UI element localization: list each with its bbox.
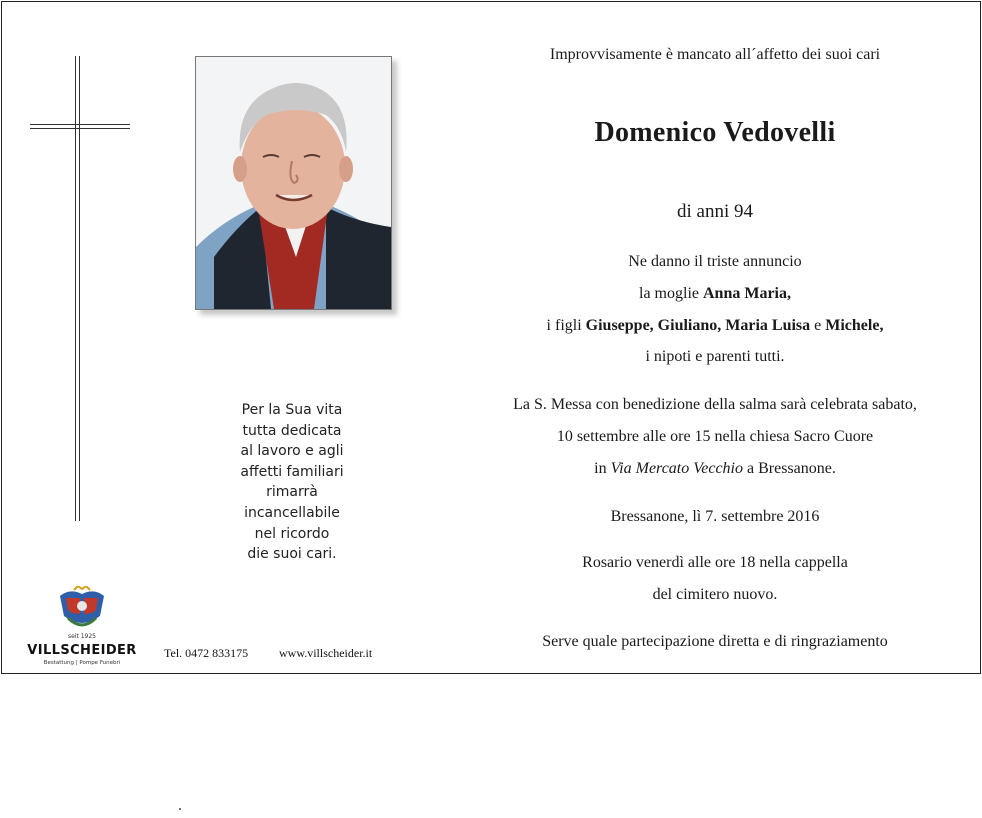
child-name: Giuliano, [657, 317, 722, 334]
mass-street: Via Mercato Vecchio [610, 460, 743, 477]
cross-horizontal-line [30, 128, 130, 129]
cross-vertical-line [75, 56, 76, 521]
verse-line: tutta dedicata [242, 422, 342, 439]
wife-line [450, 285, 980, 303]
coat-of-arms-logo-icon [54, 586, 110, 632]
company-name: VILLSCHEIDER [27, 643, 137, 658]
website-link[interactable]: www.villscheider.it [279, 646, 373, 660]
portrait-photo-icon [196, 57, 391, 309]
deceased-name: Domenico Vedovelli [594, 117, 836, 148]
cross-horizontal-line [30, 124, 130, 125]
child-name: Maria Luisa [725, 317, 811, 334]
child-name: Michele, [825, 317, 884, 334]
logo-since-label: seit 1925 [67, 633, 96, 640]
phone-number: Tel. 0472 833175 [164, 646, 249, 660]
verse-line: affetti familiari [240, 463, 344, 480]
verse-line: nel ricordo [254, 525, 330, 542]
children-conjunction: e [810, 317, 826, 334]
deceased-age: di anni 94 [677, 201, 753, 222]
verse-line: Per la Sua vita [241, 402, 343, 418]
mass-line: La S. Messa con benedizione della salma sarà celebrata sabato, [513, 396, 917, 413]
stray-dot [179, 808, 181, 810]
cross-vertical-line [79, 56, 80, 521]
mass-location-prefix: in [594, 460, 611, 477]
mourners-intro: Ne danno il triste annuncio [628, 253, 802, 270]
other-relatives: i nipoti e parenti tutti. [645, 348, 785, 365]
closing-line: Serve quale partecipazione diretta e di ringraziamento [542, 633, 888, 650]
mass-location-suffix: a Bressanone. [742, 460, 836, 477]
verse-line: rimarrà [266, 484, 318, 501]
wife-name: Anna Maria, [702, 285, 791, 302]
verse-line: die suoi cari. [247, 546, 337, 563]
children-prefix: i figli [546, 317, 586, 334]
child-name: Giuseppe, [585, 317, 654, 334]
place-date: Bressanone, lì 7. settembre 2016 [610, 508, 820, 525]
verse-line: incancellabile [244, 504, 340, 521]
company-tagline: Bestattung | Pompe Funebri [43, 660, 121, 666]
rosary-line: Rosario venerdì alle ore 18 nella cappella [582, 554, 848, 571]
memorial-verse [202, 400, 382, 565]
children-line [450, 317, 980, 335]
mass-line: 10 settembre alle ore 15 nella chiesa Sacro Cuore [556, 428, 874, 445]
mass-location-line [450, 460, 980, 478]
wife-prefix: la moglie [639, 285, 703, 302]
verse-line: al lavoro e agli [240, 443, 344, 460]
intro-line: Improvvisamente è mancato all´affetto dei suoi cari [549, 46, 881, 63]
obituary-card [1, 1, 981, 674]
rosary-line: del cimitero nuovo. [652, 586, 778, 603]
portrait-photo [195, 56, 392, 310]
